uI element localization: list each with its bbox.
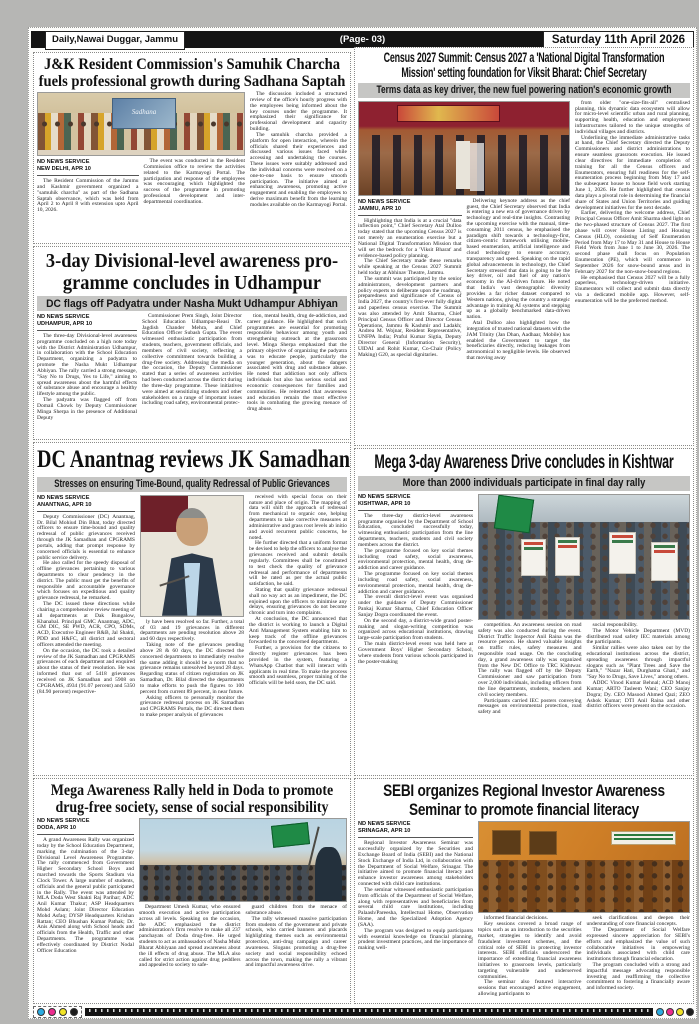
registration-dot-yellow	[59, 1008, 67, 1016]
dateline: SRINAGAR, APR 10	[358, 828, 411, 835]
byline	[358, 821, 473, 838]
photo-poster	[555, 537, 580, 576]
newspaper-page	[28, 27, 697, 1019]
photo-felicitation	[456, 141, 471, 189]
article-column: Commissioner Prem Singh, Joint Director School Education Udhampur-Reasi Dr. Jagdish Chander Mehra, and Chief Education Officer Subash Gupta. The event witnessed enthusiastic participation from students, teachers, government officials, and members of civil society, reflecting a collective commitment towards building a drug-free society. Addressing the media on the occasion, the Deputy Commissioner stated that a series of awareness activities had been conducted across the district during the three-day programme. These initiatives were aimed at sensitizing students and other stakeholders on a range of important issues including road safety, environmental protec-	[142, 313, 242, 407]
dateline: JAMMU, APR 10	[358, 205, 401, 212]
print-registration-strip	[33, 1006, 694, 1018]
headline-kishtwar: Mega 3-day Awareness Drive concludes in Kishtwar	[374, 452, 674, 473]
article-census-summit	[354, 47, 694, 446]
census-summit-photo	[358, 101, 570, 196]
headline-census: Census 2027 Summit: Census 2027 a 'National Digital Transformation Mission' setting foundation for Viksit Bharat: Chief Secretary	[383, 50, 665, 80]
dateline: ANANTNAG, APR 10	[37, 501, 92, 508]
dateline: KISHTWAR, APR 10	[358, 500, 411, 507]
photo-poster	[521, 539, 546, 576]
photo-seminar-banner	[611, 831, 676, 845]
dc-anantnag-photo	[140, 495, 244, 617]
registration-bar	[85, 1008, 653, 1016]
news-service: ND NEWS SERVICE	[358, 821, 411, 828]
byline	[37, 314, 137, 331]
byline	[37, 818, 134, 835]
article-column	[37, 495, 135, 696]
article-column: guard children from the menace of substance abuse. The rally witnessed massive participation from students of the government and private schools, who carried banners and placards highlighting themes such as environmental protection, anti-drug campaign and career awareness. Slogans promoting a drug-free society and social responsibility echoed across the town, making the rally a vibrant and impactful awareness drive.	[245, 904, 347, 969]
headline-udhampur: 3-day Divisional-level awareness pro- gramme concludes in Udhampur	[45, 250, 339, 294]
article-doda-rally	[33, 778, 351, 1004]
news-service: ND NEWS SERVICE	[37, 314, 90, 320]
photo-table	[38, 150, 244, 156]
article-column	[358, 199, 462, 359]
subhead-udhampur: DC flags off Padyatra under Nasha Mukt Udhampur Abhiyan	[37, 296, 347, 311]
subhead-kishtwar: More than 2000 individuals participate in final day rally	[358, 476, 690, 491]
column-text: The three-day district-level awareness programme organised by the Department of School Education, concluded successfully today, witnessing enthusiastic participation from the line departments, teachers, students and civil society members across the district. The programme focused on key social themes including road safety, social awareness, environmental protection, mental health, drug de-addiction and career guidance. The programme focused on key social themes including road safety, social awareness, environmental protection, mental health, drug de-addiction and career guidance. The overall district-level event was organised under the guidance of Deputy Commissioner Pankaj Kumar Sharma, Chief Education Officer Sanjay Dogra coordinated the event. On the second day, a district-wide grand poster-making and slogan-writing competition was organized across educational institutions, drawing large-scale participation from students. The main district-level event was held here at Government Boys' Higher Secondary School, where students from various schools participated in the poster-making	[358, 512, 473, 665]
registration-dot-black	[686, 1008, 694, 1016]
headline-anantnag: DC Anantnag reviews JK Samadhan	[37, 446, 351, 473]
news-service: ND NEWS SERVICE	[358, 493, 411, 500]
photo-window	[529, 831, 556, 855]
masthead-date: Saturday 11th April 2026	[543, 31, 694, 50]
news-service: ND NEWS SERVICE	[37, 159, 90, 166]
article-column: informed financial decisions. Key sessions covered a broad range of topics such as an introduction to the securities market, strategies to identify and avoid fraudulent investment schemes, and the critical role of SEBI in protecting investor interests. SEBI officials underscored the importance of extending financial awareness initiatives to grassroots levels, particularly targeting vulnerable and underserved communities. The seminar also featured interactive sessions that encouraged active engagement, allowing participants to	[478, 915, 582, 998]
article-sebi-seminar	[354, 778, 694, 1004]
byline	[358, 199, 462, 216]
byline	[37, 495, 135, 512]
news-service: ND NEWS SERVICE	[358, 198, 411, 205]
article-column: tion, mental health, drug de-addiction, and career guidance. He highlighted that such programmes are essential for promoting responsible behaviour among youth and strengthening outreach at the grassroots level. Minga Sherpa emphasized that the primary objective of organizing the padyatra was to educate people, particularly the younger generation, about the dangers associated with drug and substance abuse. He noted that addiction not only affects individuals but also has serious social and economic consequences for families and communities. He reiterated that awareness and education remain the most effective tools in combating the growing menace of drug abuse.	[247, 313, 347, 413]
article-anantnag-samadhan	[33, 442, 351, 776]
article-column: social responsibility. The Motor Vehicle Department (MVD) distributed road safety IEC materials among the participants. Similar rallies were also taken out by the educational institutions across the district, spreading awareness through impactful slogans such as "Plant Trees and Save the Earth," "Nazar Hati, Durghatna Ghati," and "Say No to Drugs, Save Lives," among others. ADDC Vinod Kumar Behnal; ACD Manoj Kumar; ARTO Tasleem Wani; CEO Sanjay Dogra; Dy. CEO Masood Ahmed Qazi; ZEO Ashok Kumar; DTI Anil Raina and other district officers were present on the occasion.	[586, 621, 690, 710]
headline-doda: Mega Awareness Rally held in Doda to promote drug-free society, sense of social responsibility	[50, 782, 334, 817]
samuhik-event-photo	[37, 92, 245, 156]
registration-dot-black	[70, 1008, 78, 1016]
column-text: Deputy Commissioner (DC) Anantnag, Dr. Bilal Mohiud Din Bhat, today directed officers to ensure time-bound and quality redressal of public grievances received through the JK Samadhan and CPGRAMS portals, adding that prompt response by concerned officials is essential to enhance public service delivery. He also called for the speedy disposal of offline grievances pertaining to various departments to clear pendency in the district. The public must get the benefits of responsible and accountable governance which focuses on expeditious and quality grievance redressal, he remarked. The DC issued these directions while chairing a comprehensive review meeting of all departments at Dak Bungalow, Khanabal. Principal GMC Anantnag, ADC, GM DIC, SE PWD, ACR, CPO, SDMs, ACD, Executive Engineer R&B, Jal Shakti, PDD and H&FC, all district and sectoral officers attended the meeting. On the occasion, the DC took a detailed review of the JK Samadhan and CPGRAMS grievances of each department and enquired about the status of their resolution. He was informed that out of 5418 grievances received on JK Samadhan and 5908 on CPGRAMS, 4934 (91.07 percent) and 5350 (84.90 percent) respective-	[37, 513, 135, 695]
registration-ticks	[89, 1009, 649, 1012]
page-number: (Page- 03)	[339, 34, 386, 45]
news-service: ND NEWS SERVICE	[37, 494, 90, 501]
article-samuhik-charcha	[33, 52, 351, 244]
news-service: ND NEWS SERVICE	[37, 818, 90, 825]
column-text: Regional Investor Awareness Seminar was successfully organized by the Securities and Exchange Board of India (SEBI) and the National Stock Exchange of India Ltd, in collaboration with the Department of Social Welfare, Srinagar. The initiative aimed to promote financial literacy and enhance investor awareness among stakeholders connected with child care institutions. The seminar witnessed enthusiastic participation from officials of the Department of Social Welfare, along with representatives and beneficiaries from several child care institutions, including Palaash/Pareesha, Intellectual Home, Observation Home, and the Specialized Adoption Agency (SAA). The program was designed to equip participants with essential knowledge on financial planning, prudent investment practices, and the importance of making well-	[358, 840, 473, 952]
registration-dot-cyan	[37, 1008, 45, 1016]
column-text: Highlighting that India is at a crucial "data inflection point," Chief Secretary Atal Dulloo today stated that the upcoming Census 2027 is not merely an enumeration exercise but a National Digital Transformation Mission that will set the bedrock for a 'Viksit Bharat' and evidence-based policy planning. The Chief Secretary made these remarks while speaking at the Census 2027 Summit held today at Abhinav Theatre, Jammu. The summit was participated by the senior administrators, development partners and policy experts to deliberate upon the roadmap, preparedness and significance of Census of India 2027, the country's first-ever fully digital and paperless census exercise. The Summit was also attended by Amit Sharma, Chief Principal Census Officer and Director Census Operations, Jammu & Kashmir and Ladakh; Andrea M. Wojnar, Resident Representative, UNFPA India; Praful Kumar Sigtia, Deputy Director General (Information Security), UIDAI and Rohit Kumar, Co-Chair (Policy Making) G20, as special dignitaries.	[358, 217, 462, 358]
photo-face	[176, 508, 209, 546]
article-column: The discussion included a structured review of the office's hourly progress with the employees being informed about the key courses under the programme. It emphasized their significance for professional development and capacity building. The samuhik charcha provided a platform for open interaction, wherein the officials shared their experiences and discussed various issues faced while accessing and undertaking the courses. These issues were suitably addressed and the individual concerns were resolved on a one-to-one basis to ensure smooth participation. The initiative aimed at enhancing awareness, promoting active engagement and enabling the employees to derive maximum benefit from the learning modules available on the Karmayogi Portal.	[250, 91, 347, 208]
photo-window	[492, 830, 521, 855]
byline	[358, 494, 473, 511]
column-text: The three-day Divisional-level awareness programme concluded on a high note today with the District Administration Udhampur, in collaboration with the School Education Department, organizing a padyatra to promote the Nasha Mukt Udhampur Abhiyan. The rally carried a strong message, "Say No to Drugs, Yes to Life," aiming to spread awareness about the harmful effects of substance abuse and encourage a healthy lifestyle among the public. The padyatra was flagged off from Domail Chowk by Deputy Commissioner Minga Sherpa in the presence of Additional Deputy	[37, 332, 137, 421]
article-column: ly have been resolved so far. Further, a total of 03 and 19 grievances in different departments are pending resolution above 28 and 60 days respectively. Taking note of the grievances pending above 28 & 60 days, the DC directed the concerned departments to immediately resolve the same adding it should be a norm that no grievance remains unresolved beyond 28 days. Regarding status of citizen registration on JK Samadhan, Dr. Bilal directed the departments to make efforts to push the figures to 100 percent from current 89 percent, in near future. Asking officers to personally monitor the grievance redressal process on JK Samadhan and CPGRAMS Portals, the DC directed them to make proper analysis of grievances	[140, 618, 244, 718]
article-column	[358, 821, 473, 952]
byline	[37, 159, 139, 176]
article-column	[37, 818, 134, 955]
article-column	[37, 159, 139, 214]
article-column	[37, 314, 137, 421]
registration-dot-magenta	[48, 1008, 56, 1016]
article-column: The event was conducted in the Resident Commission office to review the activities related to the Karmayogi Portal. The participation and response of the employees was encouraging which highlighted the success of the programme in promoting professional development and inter-departmental coordination.	[143, 158, 245, 205]
masthead-bar	[31, 31, 694, 48]
dateline: NEW DELHI, APR 10	[37, 166, 91, 173]
registration-marks-right	[656, 1008, 694, 1016]
article-column	[358, 494, 473, 666]
kishtwar-rally-photo	[478, 494, 690, 620]
article-column: Department Umesh Kumar, who ensured smooth execution and active participation across all levels. Speaking on the occasion, the ADC emphasized the district administration's firm resolve to make all 237 panchayats of Doda drug-free. He urged students to act as ambassadors of Nasha Mukt Bharat Abhiyaan and spread awareness about the ill effects of drug abuse. The MLA also called for strict action against drug peddlers and appealed to society to safe-	[139, 904, 241, 969]
sebi-seminar-photo	[478, 821, 690, 913]
photo-official	[315, 847, 342, 901]
subhead-census: Terms data as key driver, the new fuel powering nation's economic growth	[358, 83, 690, 98]
article-kishtwar-drive	[354, 448, 694, 776]
registration-dot-cyan	[656, 1008, 664, 1016]
column-text: The Resident Commission of the Jammu and Kashmir government organized a "samuhik charcha" as part of the Sadhana Saptah observance, which was held from April 2 to April 8 with extension upto April 10, 2026.	[37, 178, 139, 214]
article-column: seek clarifications and deepen their understanding of core financial concepts. The Department of Social Welfare expressed sincere appreciation for SEBI's efforts and emphasized the value of such collaborative initiatives in empowering individuals associated with child care institutions through financial education. The program concluded with a strong and impactful message advocating responsible investing and reaffirming the collective commitment to fostering a financially aware and informed society.	[586, 915, 690, 992]
registration-dot-magenta	[666, 1008, 674, 1016]
masthead-title: Daily,Nawai Duggar, Jammu	[45, 31, 185, 50]
photo-presentation-screen	[112, 98, 176, 129]
photo-stage-banner	[397, 105, 500, 122]
article-column: from older "one-size-fits-all" centralised planning, this dynamic data ecosystem will allow for micro-level scientific urban and rural planning, supporting health, education and employment infrastructures tailored to the unique strengths of individual villages and districts. Underlining the immediate administrative tasks at hand, the Chief Secretary directed the Deputy Commissioners and district administrations to ensure seamless grassroots execution. He issued clear directives for immediate completion of training for all the Census officers and Enumerators, ensuring full readiness for the self-enumeration process beginning from May 17 and the subsequent house to house field work starting June 1, 2026. He further highlighted that census data plays a pivotal role in determining the financial share of States and Union Territories and guiding development initiatives for the next decade. Earlier, delivering the welcome address, Chief Principal Census Officer Amit Sharma shed light on the two-phased structure of Census 2027. The first phase will cover House Listing and Housing Census (HLO), consisting of Self Enumeration Period from May 17 to May 31 and House to House Field Work from June 1 to June 30, 2026. The second phase shall focus on Population Enumeration (PE), which will commence in September 2026 for snow-bound areas and in February 2027 for the non-snow-bound regions. He emphasised that Census 2027 will be a fully paperless, technology-driven initiative. Enumerators will collect and submit data directly via a dedicated mobile app. However, self-enumeration will be the preferred method.	[575, 99, 690, 304]
subhead-anantnag: Stresses on ensuring Time-Bound, quality Redressal of Public Grievances	[37, 477, 347, 492]
article-column: competition. An awareness session on road safety was also conducted during the event. District Traffic Inspector Anil Raina was the resource person. He shared valuable insights on traffic rules, safety measures and responsible road usage. On the concluding day, a grand awareness rally was organized from the New DC Office to TRC Kishtwar. The rally was flagged off by the Deputy Commissioner and saw participation from over 2,000 individuals, including officers from the line departments, students, teachers and civil society members. Participants carried IEC posters conveying messages on environmental protection, road safety and	[478, 621, 582, 716]
photo-poster	[651, 542, 678, 581]
headline-sebi: SEBI organizes Regional Investor Awareness Seminar to promote financial literacy	[383, 781, 665, 819]
photo-screen-text: Sadhana	[131, 108, 157, 117]
article-column: Delivering keynote address as the chief guest, the Chief Secretary observed that India is entering a new era of governance driven by technology and real-time insights. Contrasting the upcoming exercise with the manual, time-consuming 2011 census, he emphasised the paradigm shift towards a technology-first, citizen-centric framework utilising mobile-based enumeration, artificial intelligence and cloud technology to ensure accuracy, transparency and speed. Speaking on the rapid global advancements in technology, the Chief Secretary stressed that data is going to be the key driver, oil and fuel of any nation's economy in the AI-driven future. He noted that India's vast demographic diversity provides a far richer dataset compared to Western nations, giving the country a strategic advantage in training AI systems and stepping up as a globally benchmarked data-driven nation. Atal Dulloo also highlighted how the integration of trusted national datasets with the JAM Trinity (Jan Dhan, Aadhaar, Mobile) has enabled the Government to target the beneficiaries directly, reducing leakages from astronomical to negligible levels. He observed that moving away	[466, 197, 570, 362]
photo-audience	[479, 860, 689, 912]
dateline: UDHAMPUR, APR 10	[37, 320, 93, 327]
registration-marks-left	[33, 1006, 82, 1018]
photo-green-flag	[494, 495, 534, 534]
dateline: DODA, APR 10	[37, 825, 76, 832]
headline-samuhik: J&K Resident Commission's Samuhik Charcha fuels professional growth during Sadhana Saptah	[38, 56, 346, 91]
article-column: received with special focus on their nature and place of origin. The mapping of data will shift the approach of redressal from mechanical to organic one, helping departments to take corrective measures at administrative and grass root levels ab initio and avoid recurrent public concerns, he noted. He further directed that a uniform format be devised to help the officers to analyse the grievances received and submit details regularly. Committees shall be constituted to test check the quality of grievance redressal and performance of departments will be rated as per the actual public satisfaction, he said. Stating that quality grievance redressal shall no way act as an impediment, the DC enjoined upon the officers to minimise any delays, ensuring grievances do not become chronic and turn into complaints. At conclusion, the DC announced that the district is working to launch a Digital Anti Management System enabling him to keep track of the offline grievances forwarded to the concerned departments. Further, a provision for the citizens to directly register grievances has been provided in the system, featuring a WhatsApp Chatbot that will interact with applicants in real time. To make the process smooth and seamless, proper training of the officials will be held soon, the DC said.	[249, 493, 347, 687]
registration-dot-yellow	[676, 1008, 684, 1016]
article-udhampur-awareness	[33, 246, 351, 440]
photo-poster	[609, 532, 636, 574]
photo-green-flag	[271, 822, 310, 847]
doda-rally-photo	[139, 818, 347, 902]
column-text: A grand Awareness Rally was organized today by the School Education Department, marking the culmination of the 3-day Divisional Level Awareness Programme. The rally commenced from Government Higher Secondary School Boys and marched towards the Sports Stadium via Clock Tower. A large number of students, officials and the general public participated in the Rally. The event was attended by MLA Doda West Shakti Raj Parihar; ADC Anil Kumar Thakur; ASP Headquarters Mohd Aslam; Joint Director Education Mohd Asfaq; DYSP Headquarters Krishan Rattan; CEO Bhushan Kumar Pathak; Dr. Anis Ahmed along with School heads and officials from the Health, Traffic and other Departments. The programme was effectively coordinated by District Nodal Officer Education	[37, 837, 134, 954]
